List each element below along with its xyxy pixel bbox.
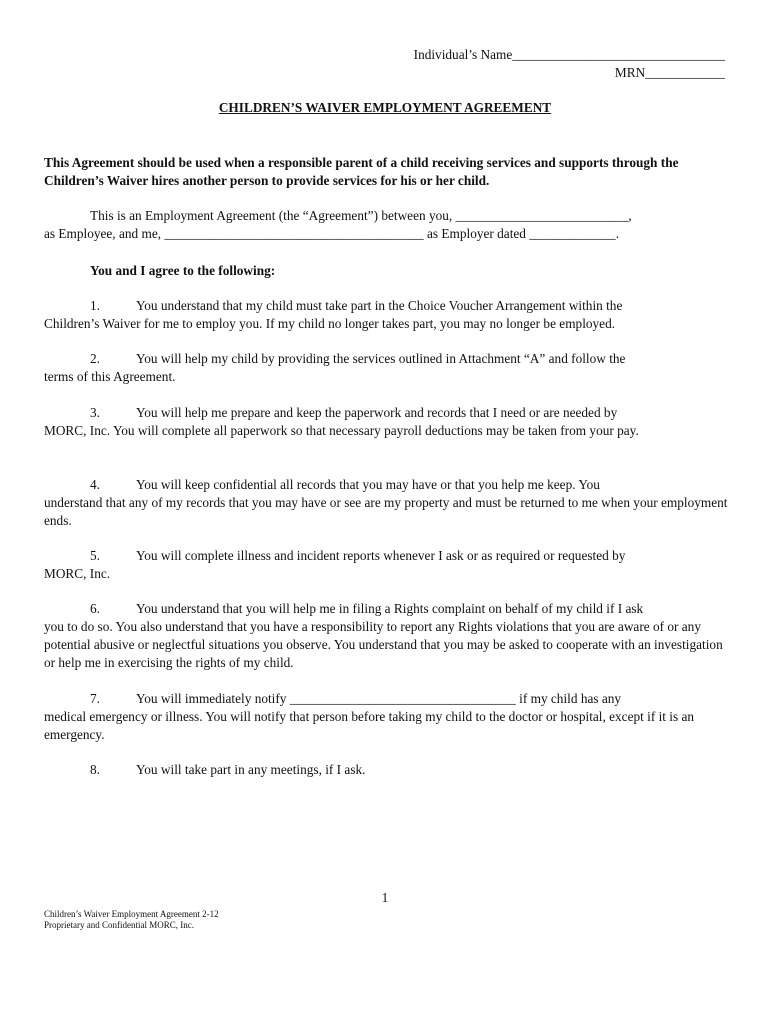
clause-text-cont: medical emergency or illness. You will notify that person before taking my child to the doctor or hospital, except if it is an emergency. — [44, 709, 695, 742]
clause-text-cont: you to do so. You also understand that you have a responsibility to report any Rights violations that you are aware of or any potential abusive or neglectful situations you observe. You understand that you may be asked to cooperate with an investigation or help me in exercising the rights of my child. — [44, 619, 723, 670]
clause-text-cont: Children’s Waiver for me to employ you. If my child no longer takes part, you may no longer be employed. — [44, 316, 616, 331]
footer-line-1: Children’s Waiver Employment Agreement 2-12 — [44, 909, 219, 919]
clause-number: 4. — [90, 477, 100, 492]
agree-heading: You and I agree to the following: — [90, 263, 276, 278]
clause-text: You understand that my child must take part in the Choice Voucher Arrangement within the — [136, 298, 623, 313]
intro-paragraph — [44, 207, 734, 243]
clause-text: You will help my child by providing the services outlined in Attachment “A” and follow the — [136, 351, 626, 366]
clause-4 — [44, 476, 734, 530]
clause-number: 3. — [90, 405, 100, 420]
clause-6 — [44, 600, 734, 672]
clause-2 — [44, 350, 734, 386]
mrn-field: MRN____________ — [614, 65, 725, 80]
clause-text: You will take part in any meetings, if I ask. — [136, 762, 366, 777]
clause-number: 1. — [90, 298, 100, 313]
footer-line-2: Proprietary and Confidential MORC, Inc. — [44, 920, 194, 930]
clause-7 — [44, 690, 734, 744]
clause-text: You understand that you will help me in filing a Rights complaint on behalf of my child if I ask — [136, 601, 644, 616]
clause-5 — [44, 547, 734, 583]
clause-number: 7. — [90, 691, 100, 706]
clause-text-cont: MORC, Inc. — [44, 566, 111, 581]
clause-number: 8. — [90, 762, 100, 777]
lead-instruction: This Agreement should be used when a responsible parent of a child receiving services and supports through the Children’s Waiver hires another person to provide services for his or her child. — [44, 155, 679, 188]
clause-text: You will keep confidential all records that you may have or that you help me keep. You — [136, 477, 600, 492]
clause-number: 6. — [90, 601, 100, 616]
clause-3 — [44, 404, 734, 440]
document-title: CHILDREN’S WAIVER EMPLOYMENT AGREEMENT — [218, 100, 552, 115]
intro-line-2: as Employee, and me, _______________________________________ as Employer dated _____________. — [44, 226, 620, 241]
clause-text-cont: understand that any of my records that you may have or see are my property and must be returned to me when your employment ends. — [44, 495, 728, 528]
clause-text: You will help me prepare and keep the paperwork and records that I need or are needed by — [136, 405, 618, 420]
clause-number: 2. — [90, 351, 100, 366]
clause-number: 5. — [90, 548, 100, 563]
clause-text: You will immediately notify __________________________________ if my child has any — [136, 691, 622, 706]
intro-line-1: This is an Employment Agreement (the “Agreement”) between you, __________________________, — [90, 208, 632, 223]
individual-name-field: Individual’s Name________________________________ — [413, 47, 725, 62]
clause-8 — [44, 761, 734, 779]
page-number: 1 — [381, 890, 389, 905]
clause-1 — [44, 297, 734, 333]
clause-text-cont: MORC, Inc. You will complete all paperwork so that necessary payroll deductions may be taken from your pay. — [44, 423, 639, 438]
clause-text: You will complete illness and incident reports whenever I ask or as required or requested by — [136, 548, 626, 563]
clause-text-cont: terms of this Agreement. — [44, 369, 176, 384]
